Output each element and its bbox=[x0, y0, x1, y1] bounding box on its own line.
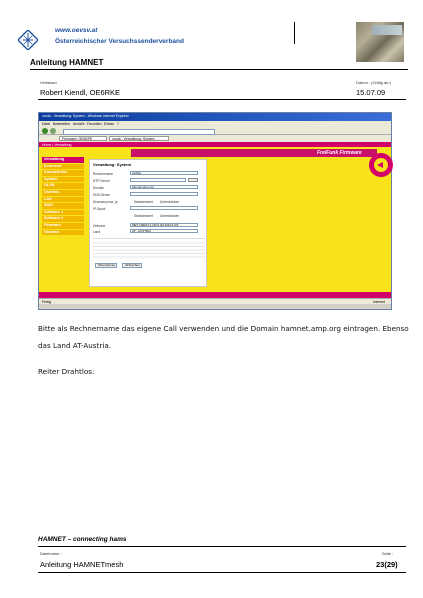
browser-status-bar bbox=[39, 298, 391, 304]
page-label: Seite : bbox=[382, 551, 394, 556]
field-label-domain: Domain bbox=[93, 186, 104, 190]
filename-value: Anleitung HAMNETmesh bbox=[40, 560, 124, 569]
menu-item-ansicht[interactable]: Ansicht bbox=[73, 122, 85, 126]
field-label-dnsmasq: Dnsmasq max_ip bbox=[93, 200, 118, 204]
tab-firmware[interactable] bbox=[59, 136, 107, 141]
instruction-line-1: Bitte als Rechnername das eigene Call verwenden und die Domain hamnet.amp.org eintragen. Ebenso bbox=[38, 324, 409, 333]
field-label-country: Land bbox=[93, 230, 101, 234]
tab-firmware-label: Firmware: OE6XFE bbox=[62, 137, 93, 141]
field-label-hostname: Rechnername bbox=[93, 172, 114, 176]
status-text: Fertig bbox=[42, 299, 51, 304]
instruction-line-2: das Land AT-Austria. bbox=[38, 341, 112, 350]
title-rule bbox=[30, 69, 408, 70]
browser-screenshot bbox=[38, 112, 392, 310]
menu-item-datei[interactable]: Datei bbox=[42, 122, 51, 126]
section-heading-drahtlos: Reiter Drahtlos: bbox=[38, 367, 95, 376]
sidebar-item-kontaktinfos[interactable]: Kontaktinfos bbox=[42, 170, 84, 177]
brand-arrow-icon bbox=[377, 162, 383, 168]
logo-org-name: Österreichischer Versuchssenderverband bbox=[55, 38, 184, 45]
sidebar-item-lan[interactable]: LAN bbox=[42, 197, 84, 204]
sidebar-item-neustart[interactable]: Neustart bbox=[42, 230, 84, 237]
page-number: 23(29) bbox=[376, 560, 398, 569]
menu-item-favoriten[interactable]: Favoriten bbox=[87, 122, 102, 126]
footer-rule-bottom bbox=[38, 572, 406, 573]
domain-input[interactable]: hamnet.amp.org bbox=[130, 185, 198, 189]
date-label: Datum : (Gültig ab:) bbox=[356, 80, 391, 85]
sidebar-item-olsr[interactable]: OLSR bbox=[42, 183, 84, 190]
header-photo-sky bbox=[372, 25, 402, 35]
sidebar-item-software-1[interactable]: Software 1 bbox=[42, 210, 84, 217]
document-title: Anleitung HAMNET bbox=[30, 58, 104, 67]
field-label-timezone: Zeitzone bbox=[93, 224, 106, 228]
sidebar-item-drahtlos[interactable]: Drahtlos bbox=[42, 190, 84, 197]
tab-verwaltung-label: xrcda - Verwaltung: System bbox=[112, 137, 155, 141]
field-label-ipspoof: IP-Spoof bbox=[93, 207, 106, 211]
field-label-dns: DNS-Server bbox=[93, 193, 111, 197]
menu-item-help[interactable]: ? bbox=[117, 122, 119, 126]
system-settings-panel bbox=[89, 159, 207, 287]
ipspoof-input[interactable] bbox=[130, 206, 198, 210]
filename-label: Dateiname : bbox=[40, 551, 62, 556]
panel-title: Verwaltung: System bbox=[93, 162, 132, 167]
sidebar-item-software-2[interactable]: Software 2 bbox=[42, 216, 84, 223]
ntp-server-input[interactable] bbox=[130, 178, 186, 182]
field-label-ntp: NTP-Server bbox=[93, 179, 110, 183]
dns-server-input[interactable] bbox=[130, 192, 198, 196]
cancel-button[interactable]: Abbrechen bbox=[122, 263, 142, 268]
sidebar-item-system[interactable]: System bbox=[42, 177, 84, 184]
brand-name: FreiFunk Firmware bbox=[317, 150, 362, 156]
menu-item-bearbeiten[interactable]: Bearbeiten bbox=[53, 122, 70, 126]
footer-rule-top bbox=[38, 546, 406, 547]
status-zone: Internet bbox=[373, 299, 385, 304]
country-select[interactable]: AT - AUSTRIA bbox=[130, 229, 198, 233]
author-label: Verfasser bbox=[40, 80, 57, 85]
radio-standard-1[interactable]: Standardwert bbox=[134, 200, 153, 204]
header-divider bbox=[294, 22, 295, 44]
site-sidebar bbox=[42, 157, 84, 236]
save-button[interactable]: Übernehmen bbox=[95, 263, 117, 268]
logo-url: www.oevsv.at bbox=[55, 27, 98, 34]
timezone-input[interactable]: MET-1MEST-1,M3.5.0/2,M10.5.0/3 bbox=[130, 223, 198, 227]
oevsv-logo-icon bbox=[18, 30, 38, 50]
sidebar-item-kennwort[interactable]: Kennwort bbox=[42, 164, 84, 171]
browser-title: xrcda - Verwaltung: System - Windows Internet Explorer bbox=[42, 114, 129, 118]
menu-item-extras[interactable]: Extras bbox=[104, 122, 114, 126]
ntp-button[interactable] bbox=[188, 178, 198, 182]
footer-title: HAMNET – connecting hams bbox=[38, 536, 127, 543]
author-rule bbox=[38, 99, 406, 100]
author-value: Robert Kiendl, OE6RKE bbox=[40, 88, 121, 97]
tab-verwaltung[interactable] bbox=[109, 136, 169, 141]
sidebar-item-firmware[interactable]: Firmware bbox=[42, 223, 84, 230]
back-icon[interactable] bbox=[42, 128, 48, 134]
radio-suppress-1[interactable]: Unterdrücken bbox=[160, 200, 180, 204]
window-controls bbox=[375, 114, 389, 120]
panel-divider bbox=[93, 238, 205, 239]
radio-suppress-2[interactable]: Unterdrücken bbox=[160, 214, 180, 218]
hostname-input[interactable]: oe6rke bbox=[130, 171, 198, 175]
sidebar-item-verwaltung[interactable]: Verwaltung bbox=[42, 157, 84, 164]
forward-icon[interactable] bbox=[50, 128, 56, 134]
help-text-block bbox=[93, 240, 205, 260]
date-value: 15.07.09 bbox=[356, 88, 386, 97]
site-breadcrumb[interactable]: Home | Verwaltung bbox=[42, 142, 72, 147]
sidebar-item-wan[interactable]: WAN bbox=[42, 203, 84, 210]
radio-standard-2[interactable]: Standardwert bbox=[134, 214, 153, 218]
